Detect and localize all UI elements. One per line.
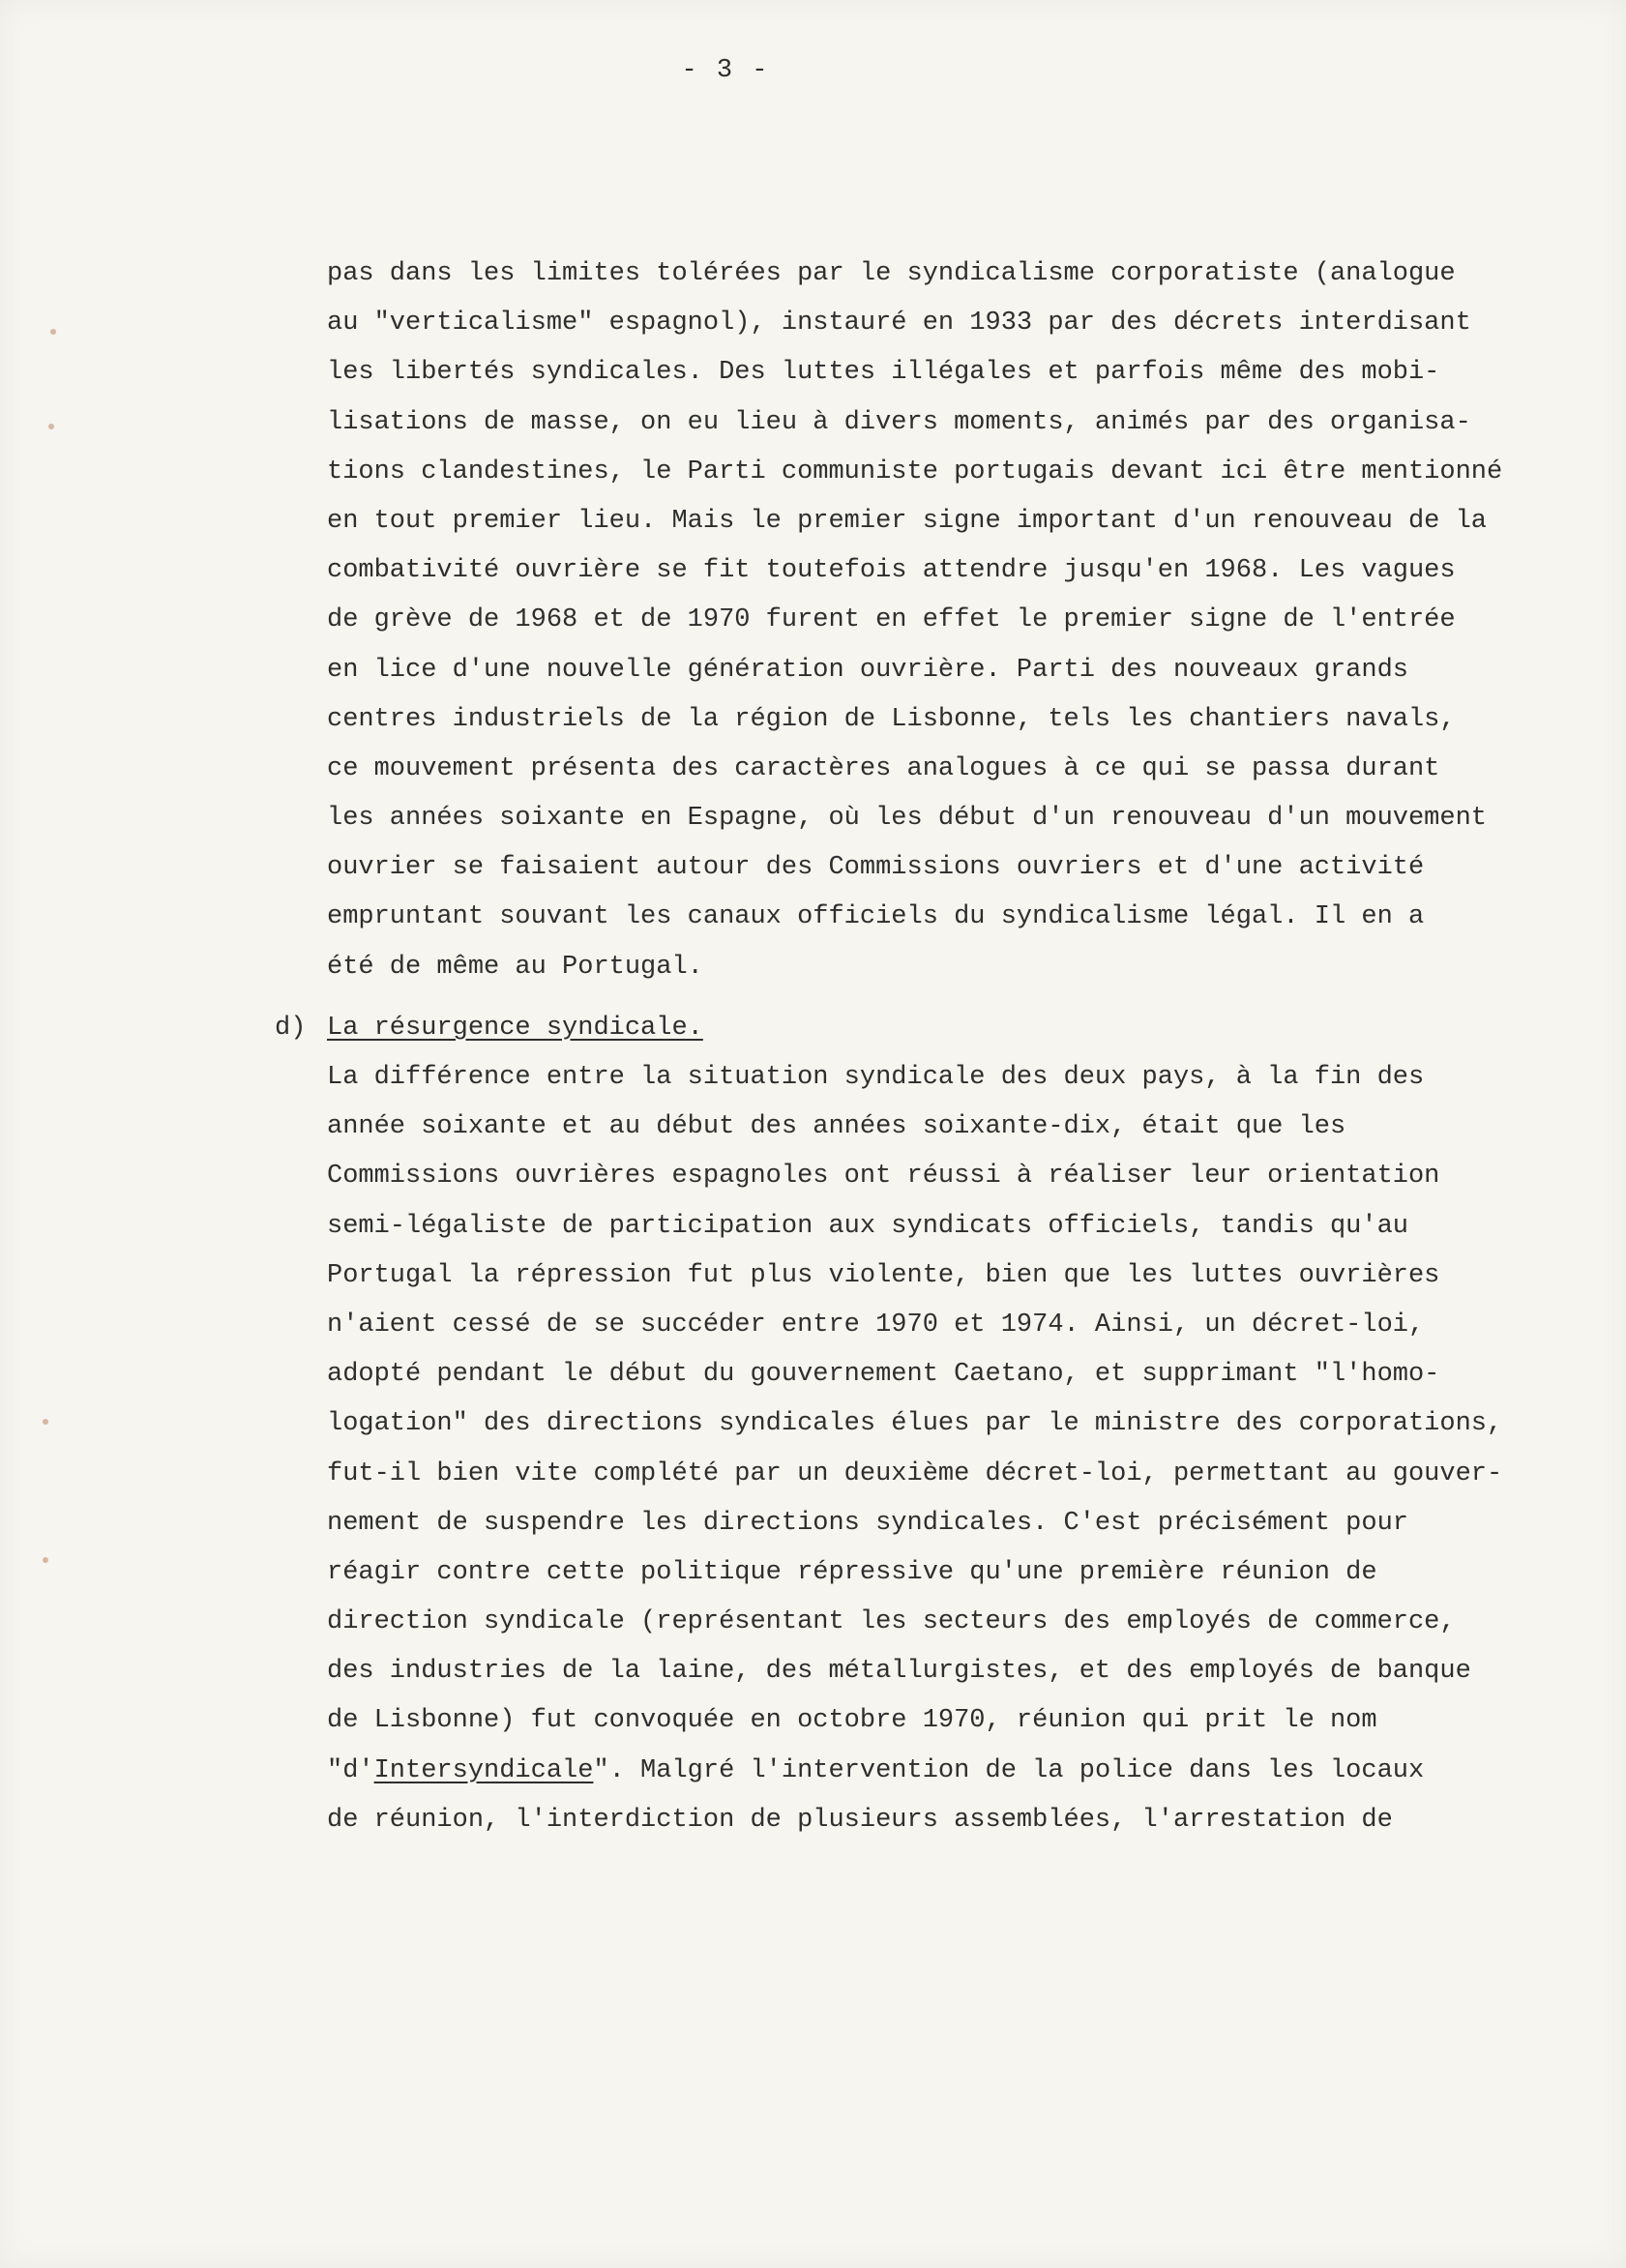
line-suffix: ". Malgré l'intervention de la police dans les locaux — [593, 1755, 1425, 1785]
paragraph-line: de grève de 1968 et de 1970 furent en effet le premier signe de l'entrée — [327, 605, 1456, 635]
paragraph-line: des industries de la laine, des métallurgistes, et des employés de banque — [327, 1657, 1471, 1687]
paragraph-line: Commissions ouvrières espagnoles ont réussi à réaliser leur orientation — [327, 1162, 1440, 1192]
paragraph-line: combativité ouvrière se fit toutefois attendre jusqu'en 1968. Les vagues — [327, 556, 1456, 586]
intersyndicale-line — [327, 1747, 1575, 1796]
paragraph-1 — [327, 250, 1575, 992]
paragraph-line: semi-légaliste de participation aux syndicats officiels, tandis qu'au — [327, 1211, 1408, 1241]
paragraph-2 — [327, 1053, 1575, 1845]
paragraph-line: au "verticalisme" espagnol), instauré en 1933 par des décrets interdisant — [327, 309, 1471, 339]
paragraph-line: nement de suspendre les directions syndicales. C'est précisément pour — [327, 1508, 1408, 1538]
paper-speck — [48, 424, 54, 429]
paragraph-line: de réunion, l'interdiction de plusieurs assemblées, l'arrestation de — [327, 1805, 1393, 1835]
paragraph-line: année soixante et au début des années soixante-dix, était que les — [327, 1112, 1346, 1142]
paragraph-line: empruntant souvant les canaux officiels du syndicalisme légal. Il en a — [327, 902, 1425, 932]
section-title: La résurgence syndicale. — [327, 1014, 703, 1043]
section-label: d) — [275, 1014, 307, 1043]
section-heading — [275, 1004, 703, 1053]
paragraph-line: été de même au Portugal. — [327, 952, 703, 982]
intersyndicale-term: Intersyndicale — [373, 1755, 594, 1785]
paragraph-line: logation" des directions syndicales élues par le ministre des corporations, — [327, 1409, 1503, 1439]
paragraph-line: pas dans les limites tolérées par le syndicalisme corporatiste (analogue — [327, 259, 1456, 288]
paper-speck — [43, 1557, 48, 1563]
paragraph-line: lisations de masse, on eu lieu à divers moments, animés par des organisa- — [327, 407, 1471, 437]
paragraph-line: en lice d'une nouvelle génération ouvrière. Parti des nouveaux grands — [327, 655, 1408, 685]
paragraph-line: adopté pendant le début du gouvernement Caetano, et supprimant "l'homo- — [327, 1360, 1440, 1390]
quote-prefix: "d' — [327, 1755, 374, 1785]
paragraph-line: les années soixante en Espagne, où les début d'un renouveau d'un mouvement — [327, 804, 1487, 834]
paragraph-line: Portugal la répression fut plus violente, bien que les luttes ouvrières — [327, 1260, 1440, 1290]
paragraph-line: les libertés syndicales. Des luttes illégales et parfois même des mobi- — [327, 358, 1440, 388]
paragraph-line: ce mouvement présenta des caractères analogues à ce qui se passa durant — [327, 753, 1440, 783]
paragraph-line: La différence entre la situation syndicale des deux pays, à la fin des — [327, 1063, 1425, 1092]
paragraph-line: en tout premier lieu. Mais le premier signe important d'un renouveau de la — [327, 506, 1487, 536]
paragraph-line: n'aient cessé de se succéder entre 1970 et 1974. Ainsi, un décret-loi, — [327, 1310, 1425, 1340]
paragraph-line: tions clandestines, le Parti communiste portugais devant ici être mentionné — [327, 457, 1503, 486]
paragraph-line: ouvrier se faisaient autour des Commissions ouvriers et d'une activité — [327, 853, 1425, 883]
page-number: - 3 - — [681, 56, 770, 85]
paragraph-line: de Lisbonne) fut convoquée en octobre 1970, réunion qui prit le nom — [327, 1706, 1377, 1736]
paragraph-line: fut-il bien vite complété par un deuxième décret-loi, permettant au gouver- — [327, 1458, 1503, 1488]
paper-speck — [50, 329, 56, 335]
paragraph-line: direction syndicale (représentant les secteurs des employés de commerce, — [327, 1607, 1456, 1637]
paper-speck — [43, 1419, 48, 1425]
paragraph-line: centres industriels de la région de Lisbonne, tels les chantiers navals, — [327, 704, 1456, 734]
paragraph-line: réagir contre cette politique répressive qu'une première réunion de — [327, 1557, 1377, 1587]
